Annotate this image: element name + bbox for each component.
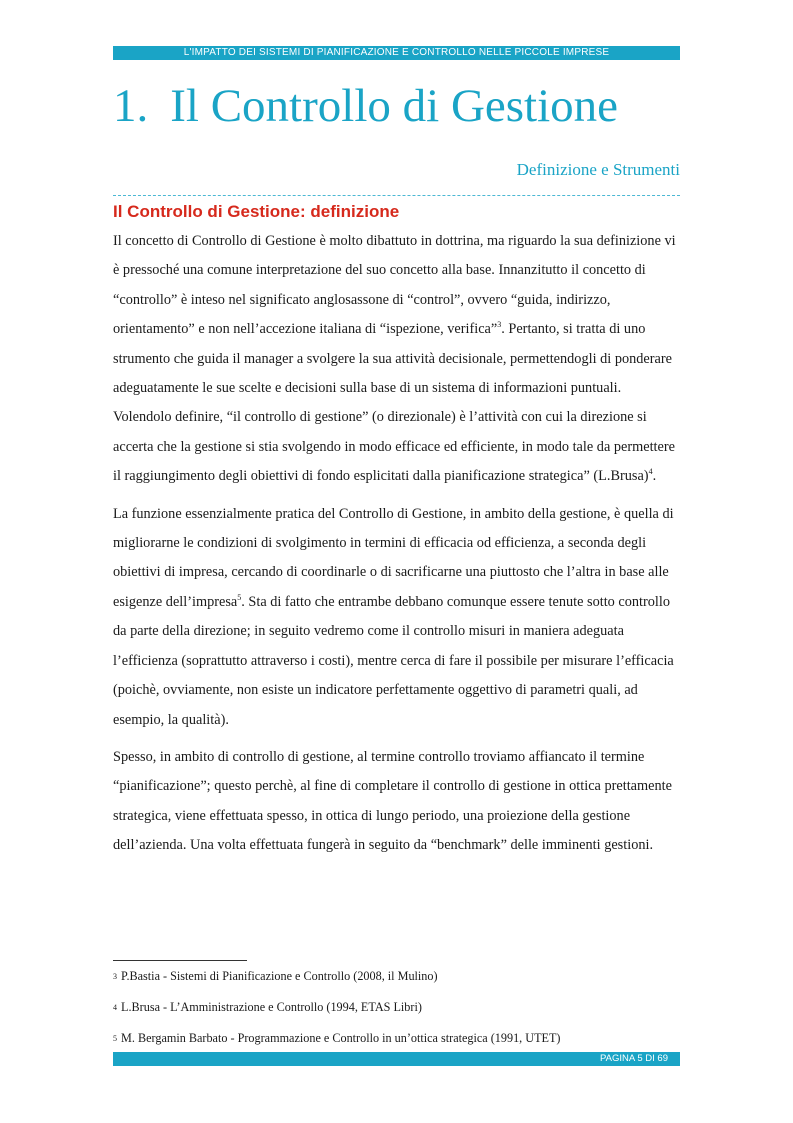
- footnote-number: 4: [113, 1003, 117, 1012]
- footnotes: [113, 968, 680, 1047]
- running-header-title: L'IMPATTO DEI SISTEMI DI PIANIFICAZIONE E CONTROLLO NELLE PICCOLE IMPRESE: [183, 47, 610, 58]
- paragraph-2-part-a: La funzione essenzialmente pratica del Controllo di Gestione, in ambito della gestione, è quella di migliorarne le condizioni di svolgimento in termini di efficacia od efficienza, a seconda degli obiettivi di impresa, cercando di coordinarle o di sacrificarne una piuttosto che l’altra in base alle esigenze dell’impresa: [113, 505, 674, 610]
- body-text: [113, 227, 680, 869]
- footnote-number: 5: [113, 1034, 117, 1043]
- paragraph-1-part-b: . Pertanto, si tratta di uno strumento che guida il manager a svolgere la sua attività decisionale, permettendogli di ponderare adeguatamente le sue scelte e decisioni sulla base di un sistema di informazioni puntuali. Volendolo definire, “il controllo di gestione” (o direzionale) è l’attività con cui la direzione si accerta che la gestione si stia svolgendo in modo efficace ed efficiente, in modo tale da permettere il raggiungimento degli obiettivi di fondo esplicitati dalla pianificazione strategica” (L.Brusa): [113, 321, 675, 485]
- footnote-separator: [113, 960, 247, 961]
- footnote-4: [113, 999, 680, 1016]
- chapter-number: 1.: [113, 80, 149, 132]
- section-subtitle: Definizione e Strumenti: [516, 160, 680, 179]
- section-heading: Il Controllo di Gestione: definizione: [113, 202, 400, 221]
- running-header: [113, 46, 680, 60]
- footnote-3: [113, 968, 680, 985]
- footnote-text: M. Bergamin Barbato - Programmazione e Controllo in un’ottica strategica (1991, UTET): [121, 1031, 561, 1045]
- chapter-title-text: Il Controllo di Gestione: [170, 80, 619, 132]
- paragraph-1-part-c: .: [652, 468, 657, 485]
- paragraph-3: Spesso, in ambito di controllo di gestione, al termine controllo troviamo affiancato il termine “pianificazione”; questo perchè, al fine di completare il controllo di gestione in ottica prettamente strategica, viene effettuata spesso, in ottica di lungo periodo, una proiezione della gestione dell’azienda. Una volta effettuata fungerà in seguito da “benchmark” delle imminenti gestioni.: [113, 748, 672, 854]
- footnote-text: L.Brusa - L’Amministrazione e Controllo (1994, ETAS Libri): [121, 1000, 422, 1014]
- paragraph-1-part-a: Il concetto di Controllo di Gestione è molto dibattuto in dottrina, ma riguardo la sua definizione vi è pressoché una comune interpretazione del suo concetto alla base. Innanzitutto il concetto di “controllo” è inteso nel significato anglosassone di “control”, ovvero “guida, indirizzo, orientamento” e non nell’accezione italiana di “ispezione, verifica”: [113, 233, 676, 338]
- paragraph-2: [113, 500, 680, 735]
- page-number: PAGINA 5 DI 69: [600, 1053, 668, 1064]
- footnote-text: P.Bastia - Sistemi di Pianificazione e Controllo (2008, il Mulino): [121, 969, 438, 983]
- paragraph-1: [113, 227, 680, 492]
- chapter-title: [113, 74, 618, 138]
- footnote-5: [113, 1030, 680, 1047]
- page-footer: [113, 1052, 680, 1066]
- footnote-ref-5[interactable]: 5: [237, 593, 242, 603]
- dashed-divider: [113, 195, 680, 196]
- footnote-number: 3: [113, 972, 117, 981]
- paragraph-2-part-b: . Sta di fatto che entrambe debbano comunque essere tenute sotto controllo da parte della direzione; in seguito vedremo come il controllo misuri in maniera adeguata l’efficienza (soprattutto attraverso i costi), mentre cerca di fare il possibile per misurare l’efficacia (poichè, ovviamente, non esiste un indicatore perfettamente oggettivo di parametri quali, ad esempio, la qualità).: [113, 593, 674, 728]
- footnote-ref-4[interactable]: 4: [648, 467, 653, 477]
- footnote-ref-3[interactable]: 3: [497, 320, 502, 330]
